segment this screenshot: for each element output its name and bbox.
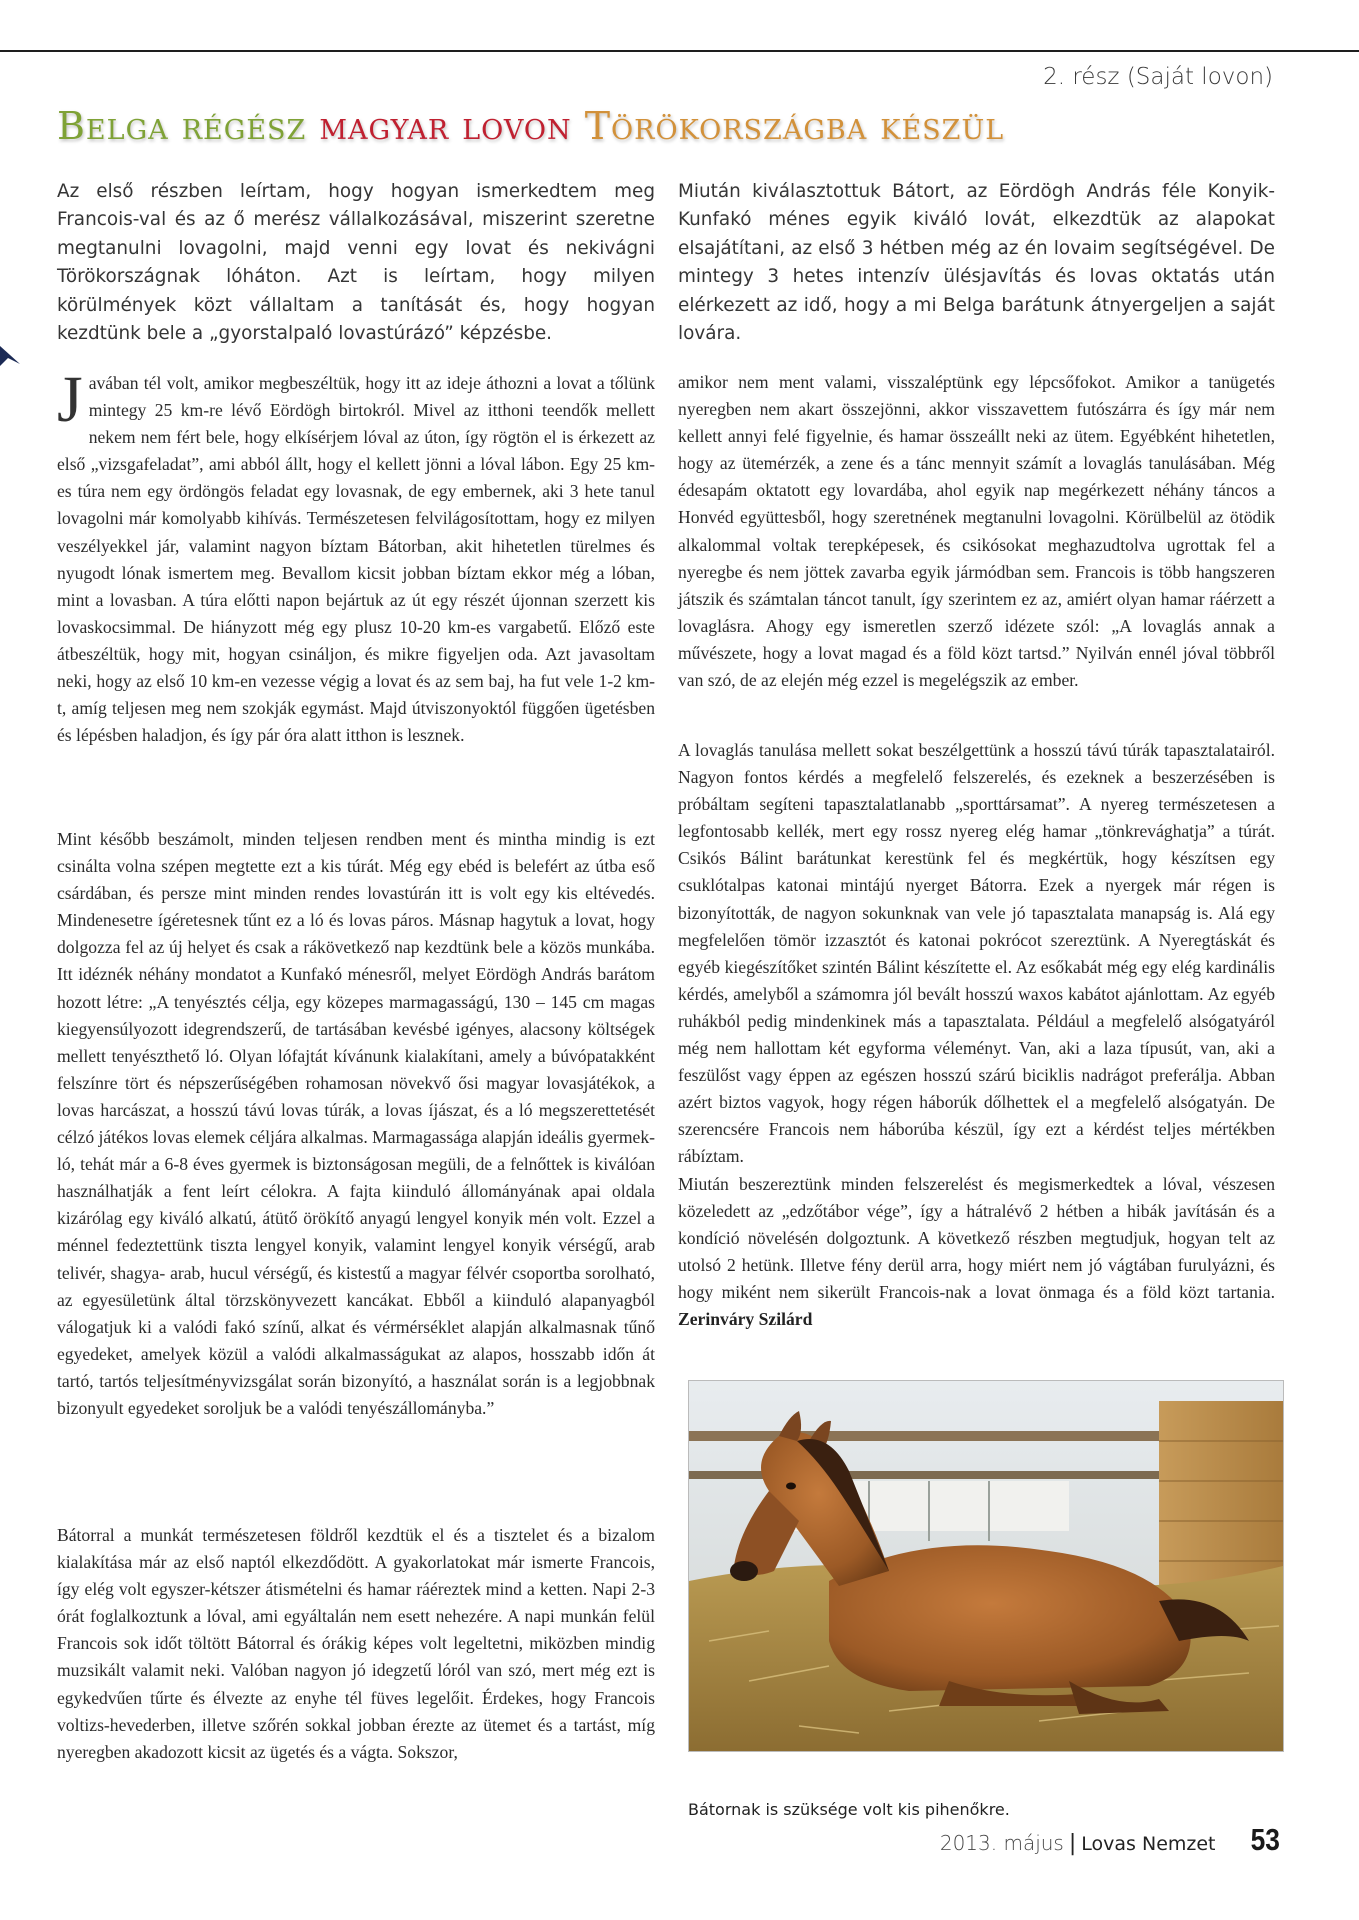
headline-part-2: magyar lovon (319, 104, 585, 148)
headline-part-3: Törökországba készül (584, 104, 1005, 148)
paragraph-4: amikor nem ment valami, visszaléptünk egy lépcsőfokot. Amikor a tanügetés nyeregben nem akart összejönni, akkor visszavettem futószárra és így már nem kellett annyi felé figyelnie, és hamar összeállt neki az ütem. Egyébként hihetetlen, hogy az ütemérzék, a zene és a tánc mennyit számít a lovaglás tanulásában. Még édesapám oktatott egy lovardába, ahol egyik nap megérkezett néhány táncos a Honvéd együttesből, hogy szeretnének megtanulni lovagolni. Körülbelül az ötödik alkalommal voltak terepképesek, és csikósokat meghazudtolva ugrottak fel a nyeregbe és nem jöttek zavarba egyik jármódban sem. Francois is több hangszeren játszik és számtalan táncot tanult, így szerintem ez az, amiért olyan hamar ráérzett a lovaglásra. Ahogy egy ismeretlen szerző idézete szól: „A lovaglás annak a művészete, hogy a lovat magad és a föld közt tartsd.” Nyilván ennél jóval többről van szó, de az elején még ezzel is megelégszik az ember. (678, 372, 1275, 691)
photo-caption: Bátornak is szüksége volt kis pihenőkre. (688, 1800, 1010, 1819)
horse-illustration (689, 1381, 1283, 1751)
issue-date: 2013. május (939, 1831, 1064, 1855)
paragraph-3: Bátorral a munkát természetesen földről kezdtük el és a tisztelet és a bizalom kialakítása már az első naptól elkezdődött. A gyakorlatokat már ismerte Francois, így elég volt egyszer-kétszer átismételni és hamar ráéreztek mind a ketten. Napi 2-3 órát foglalkoztunk a lóval, ami egyáltalán nem esett nehezére. A napi munkán felül Francois sok időt töltött Bátorral és órákig képes volt legeltetni, miközben mindig muzsikált valamit neki. Valóban nagyon jó idegzetű lóról van szó, mert még ezt is egykedvűen tűrte és élvezte az enyhe tél füves legelőit. Érdekes, hogy Francois voltizs-hevederben, illetve szőrén sokkal jobban érezte az ütemet és a tartást, míg nyeregben akadozott kicsit az ügetés és a vágta. Sokszor, (57, 1525, 655, 1762)
magazine-name: Lovas Nemzet (1081, 1833, 1216, 1855)
paragraph-2: Mint később beszámolt, minden teljesen rendben ment és mintha mindig is ezt csinálta volna szépen megtette ezt a kis túrát. Még egy ebéd is belefért az útba eső csárdában, és persze mint minden rendes lovastúrán itt is volt egy kis eltévedés. Mindenesetre ígéretesnek tűnt ez a ló és lovas páros. Másnap hagytuk a lovat, hogy dolgozza fel az új helyet és csak a rákövetkező nap kezdtünk bele a közös munkába. Itt idéznék néhány mondatot a Kunfakó ménesről, melyet Eördögh András barátom hozott létre: „A tenyésztés célja, egy közepes marmagasságú, 130 – 145 cm magas kiegyensúlyozott idegrendszerű, de tartásában kevésbé igényes, alacsony költségek mellett tenyészthető ló. Olyan lófajtát kívánunk kialakítani, amely a búvópatakként felszínre tört és népszerűségében rohamosan növekvő ősi magyar lovasjátékok, a lovas harcászat, a hosszú távú lovas túrák, a lovas íjászat, és a ló megszerettetését célzó játékos lovas elemek céljára alkalmas. Marmagassága alapján ideális gyermek-ló, tehát már a 6-8 éves gyermek is biztonságosan megüli, de a felnőttek is kiválóan használhatják a fent leírt célokra. A fajta kiinduló állományának apai oldala kizárólag egy kiváló alkatú, átütő örökítő anyagú lengyel konyik mén volt. Ezzel a ménnel fedeztettünk tiszta lengyel konyik, valamint lengyel konyik vérségű, arab telivér, shagya- arab, hucul vérségű, és kistestű a magyar félvér csoportba sorolható, az egyesületünk által törzskönyvezett kancákat. Ebből a kiinduló alapanyagból válogatjuk ki a valódi fakó színű, alkat és vérmérséklet alapján alkalmasnak tűnő egyedeket, amelyek közül a valódi alkalmasságukat az alapos, hosszabb időn át tartó, tartós teljesítményvizsgálat során bizonyító, a használat során is a legjobbnak bizonyult egyedeket soroljuk be a valódi tenyészállományba.” (57, 829, 655, 1418)
intro-right: Miután kiválasztottuk Bátort, az Eördögh András féle Konyik-Kunfakó ménes egyik kiváló lovát, elkezdtük az alapokat elsajátítani, az első 3 hétben még az én lovaim segítségével. De mintegy 3 hetes intenzív ülésjavítás és lovas oktatás után elérkezett az idő, hogy a mi Belga barátunk átnyergeljen a saját lovára. (678, 181, 1275, 345)
top-rule (0, 50, 1359, 52)
author-byline: Zerinváry Szilárd (678, 1309, 813, 1330)
page-footer (940, 1822, 1282, 1858)
headline-part-1: Belga régész (57, 104, 320, 148)
paragraph-6-text: Miután beszereztünk minden felszerelést és megismerkedtek a lóval, vészesen közeledett az „edzőtábor vége”, így a hátralévő 2 hétben a hibák javításán és a kondíció növelésén dolgoztunk. A következő részben megtudjuk, hogyan telt az utolsó 2 hetünk. Illetve fény derül arra, hogy miért nem jó vágtában furulyázni, és hogy miként nem sikerült Francois-nak a lovat önmaga és a föld közt tartania. (678, 1174, 1275, 1303)
page-edge-mark (0, 344, 20, 368)
paragraph-6 (678, 1171, 1275, 1334)
horse-photo (688, 1380, 1284, 1752)
footer-separator: | (1068, 1831, 1077, 1856)
article-headline (57, 104, 1287, 148)
drop-cap: J (57, 363, 83, 436)
paragraph-5: A lovaglás tanulása mellett sokat beszélgettünk a hosszú távú túrák tapasztalatairól. Nagyon fontos kérdés a megfelelő felszerelés, és ezeknek a beszerzésében is próbáltam segíteni tapasztalatlanabb „sporttársamat”. A nyereg természetesen a legfontosabb kellék, mert egy rossz nyereg elég hamar „tönkrevághatja” a túrát. Csikós Bálint barátunkat kerestünk fel és megkértük, hogy készítsen egy csuklótalpas katonai mintájú nyerget Bátorra. Ezek a nyergek már régen is bizonyították, de nagyon sokunknak van vele jó tapasztalata manapság is. Alá egy megfelelően tömör izzasztót és katonai pokrócot szereztünk. A Nyeregtáskát és egyéb kiegészítőket szintén Bálint készítette el. Az esőkabát még egy elég kardinális kérdés, amelyből a számomra jól bevált hosszú waxos kabátot ajánlottam. Az egyéb ruhákból pedig mindenkinek más a tapasztalata. Például a megfelelő alsógatyáról még nem hallottam két egyforma véleményt. Van, aki a laza típusút, van, aki a feszülőst vagy éppen az egészen hosszú szárú biciklis nadrágot preferálja. Abban azért biztos vagyok, hogy régen háborúk dőlhettek el a megfelelő alsógatyán. De szerencsére Francois nem háborúba készül, így ezt a kérdést teljes mértékben rábíztam. (678, 740, 1275, 1167)
paragraph-1-text: avában tél volt, amikor megbeszéltük, hogy itt az ideje áthozni a lovat a tőlünk mintegy 25 km-re lévő Eördögh birtokról. Mivel az itthoni teendők mellett nekem nem fért bele, hogy elkísérjem lóval az úton, így rögtön el is érkezett az első „vizsgafeladat”, ami abból állt, hogy el kellett jönni a lóval lábon. Egy 25 km-es túra nem egy ördöngös feladat egy lovasnak, de egy embernek, aki 3 hete tanul lovagolni már komolyabb kihívás. Természetesen felvilágosítottam, hogy ez milyen veszélyekkel jár, valamint nagyon bíztam Bátorban, akit hihetetlen türelmes és nyugodt lónak ismertem meg. Bevallom kicsit jobban bíztam ekkor még a lóban, mint a lovasban. A túra előtti napon bejártuk az út egy részét újonnan szerzett kis lovaskocsimmal. De hiányzott még egy plusz 10-20 km-es vargabetű. Előző este átbeszéltük, hogy mit, hogyan csináljon, és mikre figyeljen oda. Azt javasoltam neki, hogy az első 10 km-en vezesse végig a lovat és az sem baj, ha fut vele 1-2 km-t, amíg teljesen meg nem szokják egymást. Majd útviszonyoktól függően ügetésben és lépésben haladjon, és így pár óra alatt itthon is lesznek. (57, 373, 655, 746)
series-tag: 2. rész (Saját lovon) (1043, 64, 1273, 90)
intro-left: Az első részben leírtam, hogy hogyan ismerkedtem meg Francois-val és az ő merész vállalkozásával, miszerint szeretne megtanulni lovagolni, majd venni egy lovat és nekivágni Törökországnak lóháton. Azt is leírtam, hogy milyen körülmények közt vállaltam a tanítását és, hogy hogyan kezdtünk bele a „gyorstalpaló lovastúrázó” képzésbe. (57, 181, 655, 345)
paragraph-1 (57, 363, 655, 749)
page-number: 53 (1250, 1822, 1280, 1857)
